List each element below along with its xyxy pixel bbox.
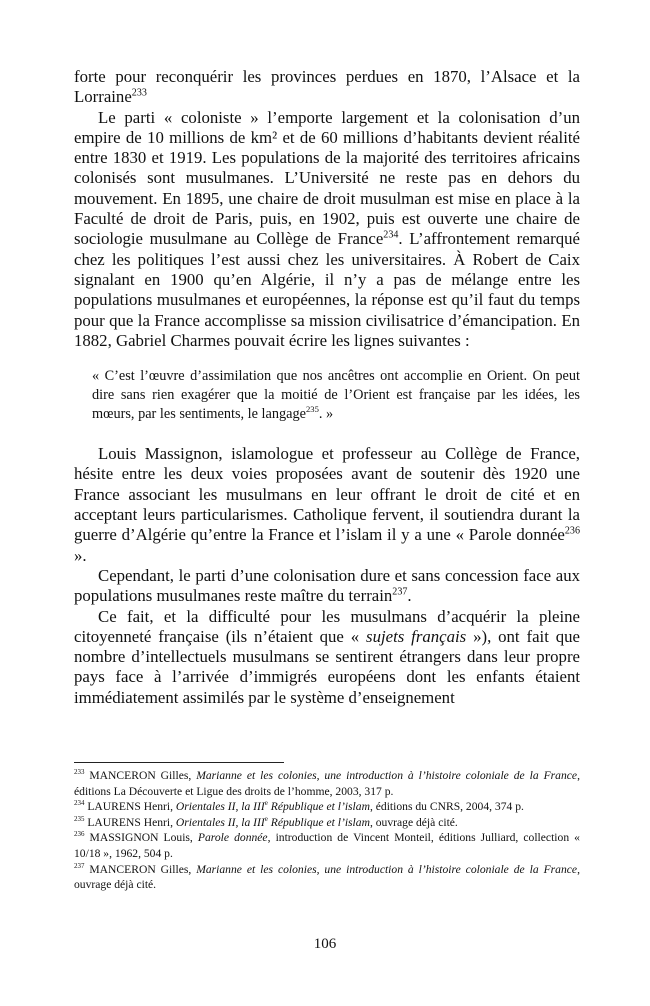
footnote-ref-237[interactable]: 237 [392,586,408,598]
block-quote: « C’est l’œuvre d’assimilation que nos ancêtres ont accomplie en Orient. On peut dire sans rien exagérer que la moitié de l’Orient est française par les idées, les mœurs, par les sentiments, le langage$^{235}$. » [92,368,580,423]
footnote-ref-233[interactable]: 233 [131,87,147,99]
paragraph-4: Cependant, le parti d’une colonisation dure et sans concession face aux populations musulmanes reste maître du terrain$^{237}$. [74,565,580,606]
footnotes [74,768,580,893]
footnote-ref-235[interactable]: 235 [306,404,319,415]
footnote-237: $^{237}$ MANCERON Gilles, Marianne et les colonies, une introduction à l’histoire coloniale de la France, ouvrage déjà cité. [74,861,580,892]
page-number: 106 [313,936,337,952]
footnote-236: $^{236}$ MASSIGNON Louis, Parole donnée, introduction de Vincent Monteil, éditions Julliard, collection « 10/18 », 1962, 504 p. [74,830,580,860]
footnote-235: $^{235}$ LAURENS Henri, Orientales II, la IIIe République et l’islam, ouvrage déjà cité. [74,814,458,829]
footnote-ref-234[interactable]: 234 [383,229,399,241]
footnote-ref-236[interactable]: 236 [564,525,580,537]
footnote-separator [74,762,284,763]
body-text [74,67,580,708]
paragraph-3: Louis Massignon, islamologue et professeur au Collège de France, hésite entre les deux voies proposées avant de soutenir dès 1920 une France associant les musulmans en leur offrant le droit de cité et en acceptant leurs particularismes. Catholique fervent, il soutiendra durant la guerre d’Algérie qu’entre la France et l’islam il y a une « Parole donnée$^{236}$ ». [74,444,580,565]
paragraph-5: Ce fait, et la difficulté pour les musulmans d’acquérir la pleine citoyenneté française (ils n’étaient que « sujets français »), ont fait que nombre d’intellectuels musulmans se sentirent étrangers dans leur propre pays face à l’arrivée d’immigrés européens dont les enfants étaient immédiatement assimilés par le système d’enseignement [74,606,580,707]
paragraph-1: forte pour reconquérir les provinces perdues en 1870, l’Alsace et la Lorraine$^{233}$ [74,67,580,107]
footnote-234: $^{234}$ LAURENS Henri, Orientales II, la IIIe République et l’islam, éditions du CNRS, 2004, 374 p. [74,799,524,814]
paragraph-2: Le parti « coloniste » l’emporte largement et la colonisation d’un empire de 10 millions de km² et de 60 millions d’habitants devient réalité entre 1830 et 1919. Les populations de la majorité des territoires africains colonisés sont musulmanes. L’Université ne reste pas en dehors du mouvement. En 1895, une chaire de droit musulman est mise en place à la Faculté de droit de Paris, puis, en 1902, puis est ouverte une chaire de sociologie musulmane au Collège de France$^{234}$. L’affrontement remarqué chez les politiques l’est aussi chez les universitaires. À Robert de Caix signalant en 1900 qu’en Algérie, il n’y a pas de mélange entre les populations musulmanes et européennes, la réponse est qu’il faut du temps pour que la France accomplisse sa mission civilisatrice d’émancipation. En 1882, Gabriel Charmes pouvait écrire les lignes suivantes : [74,107,580,350]
footnote-233: $^{233}$ MANCERON Gilles, Marianne et les colonies, une introduction à l’histoire coloniale de la France, éditions La Découverte et Ligue des droits de l’homme, 2003, 317 p. [74,768,580,798]
